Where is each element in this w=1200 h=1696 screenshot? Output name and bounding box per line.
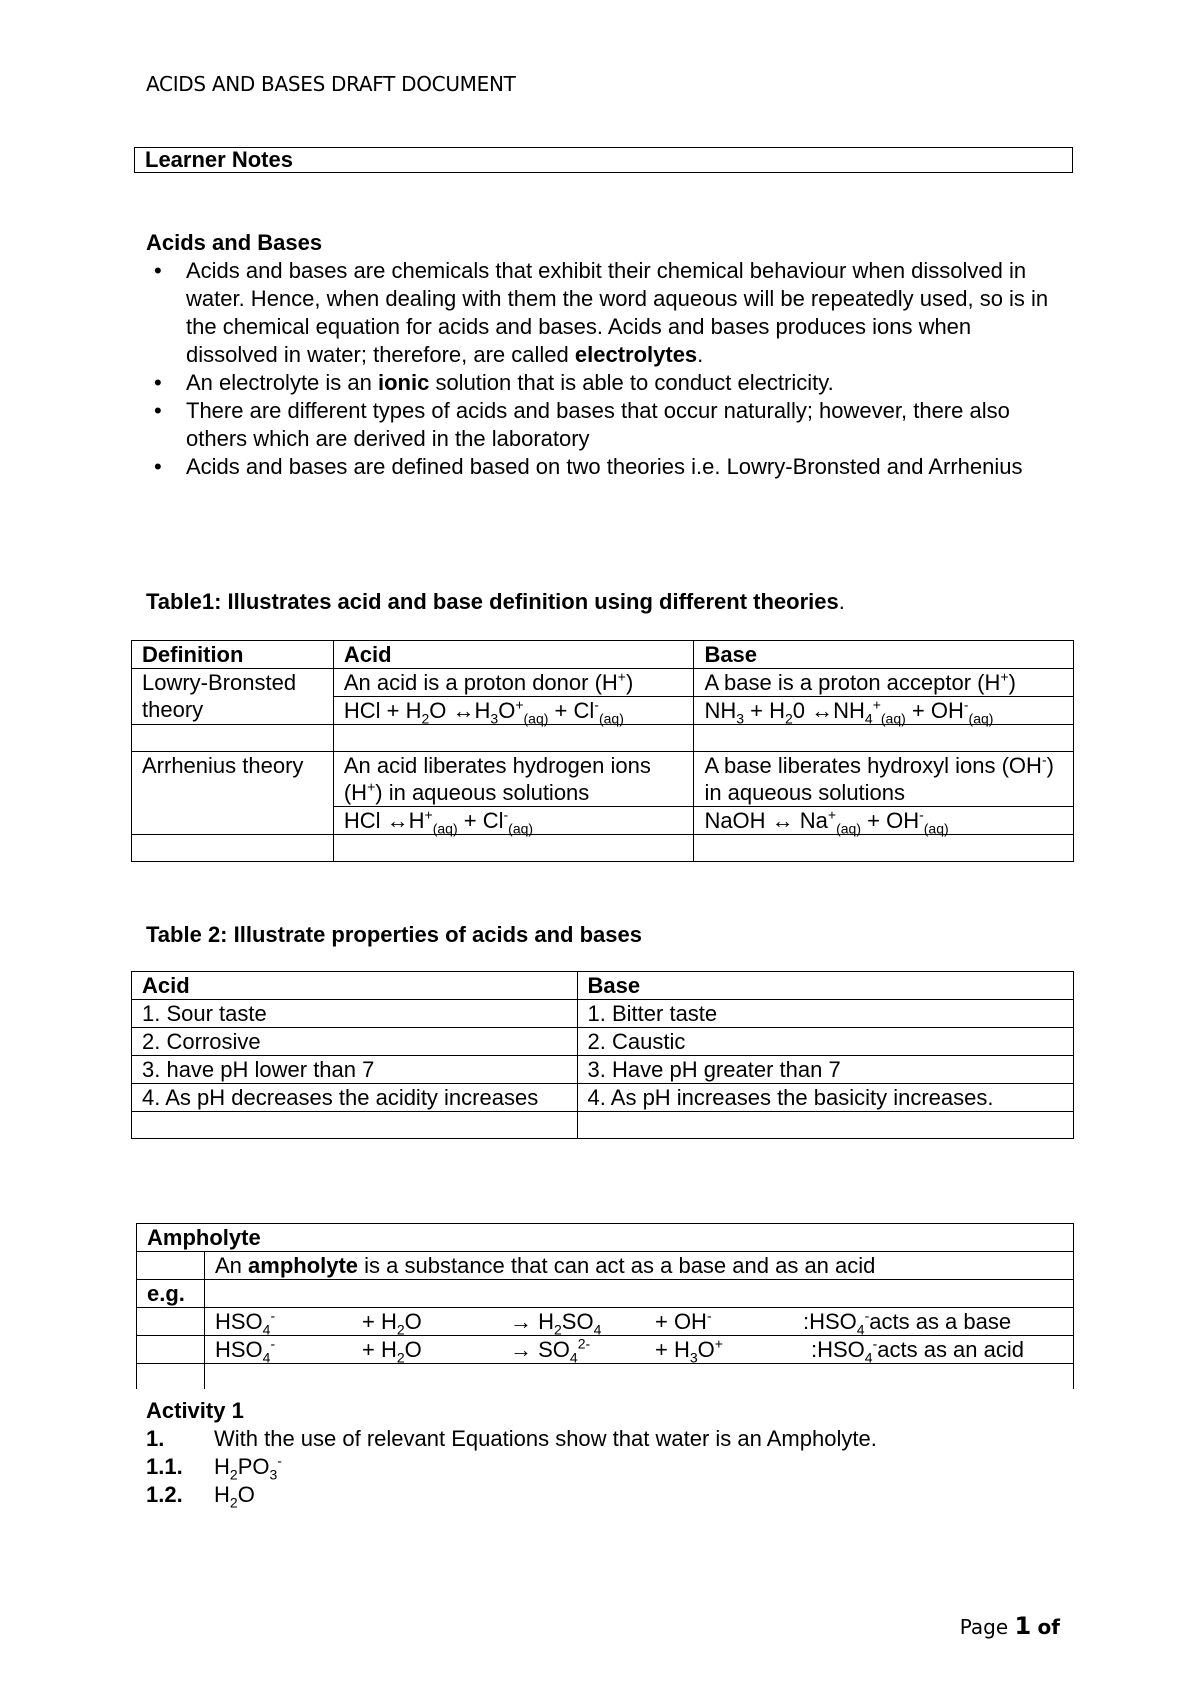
table-cell: An acid is a proton donor (H+) xyxy=(333,669,694,697)
eg-label: e.g. xyxy=(137,1280,205,1308)
ampholyte-definition: An ampholyte is a substance that can act as a base and as an acid xyxy=(204,1252,1073,1280)
page-number: Page 1 of xyxy=(959,1612,1060,1640)
table-cell: 2. Corrosive xyxy=(132,1028,578,1056)
activity-title: Activity 1 xyxy=(146,1398,244,1423)
table-cell xyxy=(132,725,334,752)
bullet-item: • There are different types of acids and bases that occur naturally; however, there also others which are derived in the laboratory xyxy=(154,398,1010,451)
table-cell xyxy=(577,1112,1073,1139)
table2 xyxy=(131,971,1074,1139)
table-cell: 1. Sour taste xyxy=(132,1000,578,1028)
table-header-cell: Base xyxy=(694,641,1074,669)
table-header-cell: Acid xyxy=(333,641,694,669)
table-row xyxy=(137,1280,1074,1308)
table-cell xyxy=(204,1364,1073,1389)
equation-cell: $NH_3 + H_20$ $\leftrightarrow NH_4^+_{(aq)} + OH^-_{(aq)}$ xyxy=(694,697,1074,725)
table-header-cell: Base xyxy=(577,972,1073,1000)
bullet-icon: • xyxy=(154,454,162,479)
table-cell xyxy=(132,1112,578,1139)
table-cell xyxy=(137,1336,205,1364)
table-cell: 4. As pH increases the basicity increases. xyxy=(577,1084,1073,1112)
equation-cell: $HSO_4^- + H_2O \to SO_4^{2-} + H_3O^+$ $:HSO_4^-acts$ as an acid xyxy=(204,1336,1073,1364)
equation-cell: NaOH ↔ $Na^+_{(aq)} + OH^-_{(aq)}$ xyxy=(694,807,1074,835)
table1 xyxy=(131,640,1074,862)
table-row xyxy=(137,1224,1074,1252)
bullet-item: • An electrolyte is an ionic solution that is able to conduct electricity. xyxy=(154,370,834,395)
table-cell xyxy=(132,835,334,862)
table-cell xyxy=(137,1308,205,1336)
table-row xyxy=(132,1084,1074,1112)
table-cell xyxy=(137,1252,205,1280)
ampholyte-title: Ampholyte xyxy=(137,1224,1074,1252)
table-cell xyxy=(333,835,694,862)
table-cell xyxy=(694,725,1074,752)
question: 1. With the use of relevant Equations show that water is an Ampholyte. xyxy=(146,1426,877,1451)
section-heading-acids-bases: Acids and Bases xyxy=(146,230,323,255)
bullet-icon: • xyxy=(154,258,162,283)
intro-bullets xyxy=(146,257,1066,481)
table-header-cell: Acid xyxy=(132,972,578,1000)
table-row xyxy=(132,835,1074,862)
document-header: ACIDS AND BASES DRAFT DOCUMENT xyxy=(146,72,516,96)
bullet-item: • Acids and bases are defined based on two theories i.e. Lowry-Bronsted and Arrhenius xyxy=(154,454,1023,479)
table-row xyxy=(132,1056,1074,1084)
table-row xyxy=(132,641,1074,669)
table-cell: 3. have pH lower than 7 xyxy=(132,1056,578,1084)
table-cell xyxy=(204,1280,1073,1308)
table-row xyxy=(137,1336,1074,1364)
equation-cell: HCl $\leftrightarrow H^+_{(aq)} + Cl^-_{(aq)}$ xyxy=(333,807,694,835)
table-cell: 1. Bitter taste xyxy=(577,1000,1073,1028)
table-cell: Arrhenius theory xyxy=(132,752,334,835)
table-cell: 3. Have pH greater than 7 xyxy=(577,1056,1073,1084)
bullet-icon: • xyxy=(154,398,162,423)
table-cell: An acid liberates hydrogen ions (H+) in aqueous solutions xyxy=(333,752,694,807)
table-cell: Lowry-Bronsted theory xyxy=(132,669,334,725)
activity-section xyxy=(146,1397,877,1509)
question: 1.2. $H_2O$ xyxy=(146,1482,255,1511)
table-cell: 2. Caustic xyxy=(577,1028,1073,1056)
table2-caption: Table 2: Illustrate properties of acids and bases xyxy=(146,922,642,947)
table-row xyxy=(137,1364,1074,1389)
table-cell: 4. As pH decreases the acidity increases xyxy=(132,1084,578,1112)
bullet-icon: • xyxy=(154,370,162,395)
table-header-cell: Definition xyxy=(132,641,334,669)
table-row xyxy=(132,1028,1074,1056)
table-row xyxy=(137,1252,1074,1280)
table-row xyxy=(132,752,1074,807)
table-row xyxy=(132,1000,1074,1028)
table-row xyxy=(132,1112,1074,1139)
equation-cell: $HSO_4^- + H_2O \to H_2SO_4 + OH^-$ $:HSO_4^-acts$ as a base xyxy=(204,1308,1073,1336)
table-cell xyxy=(137,1364,205,1389)
table-cell: A base liberates hydroxyl ions (OH-) in aqueous solutions xyxy=(694,752,1074,807)
table-cell: A base is a proton acceptor (H+) xyxy=(694,669,1074,697)
equation-cell: HCl + $H_2O$ $\leftrightarrow H_3O^+_{(aq)} + Cl^-_{(aq)}$ xyxy=(333,697,694,725)
table-row xyxy=(132,725,1074,752)
table1-caption: Table1: Illustrates acid and base definition using different theories. xyxy=(146,589,845,614)
table-row xyxy=(132,669,1074,697)
learner-notes-box: Learner Notes xyxy=(134,147,1073,173)
table-row xyxy=(132,972,1074,1000)
question: 1.1. $H_2PO_3^-$ xyxy=(146,1452,282,1483)
bullet-item: • Acids and bases are chemicals that exhibit their chemical behaviour when dissolved in water. Hence, when dealing with them the word aqueous will be repeatedly used, so is in the chemical equation for acids and bases. Acids and bases produces ions when dissolved in water; therefore, are called electrolytes. xyxy=(154,258,1049,367)
table-row xyxy=(137,1308,1074,1336)
ampholyte-table xyxy=(136,1223,1074,1389)
table-cell xyxy=(333,725,694,752)
table-cell xyxy=(694,835,1074,862)
